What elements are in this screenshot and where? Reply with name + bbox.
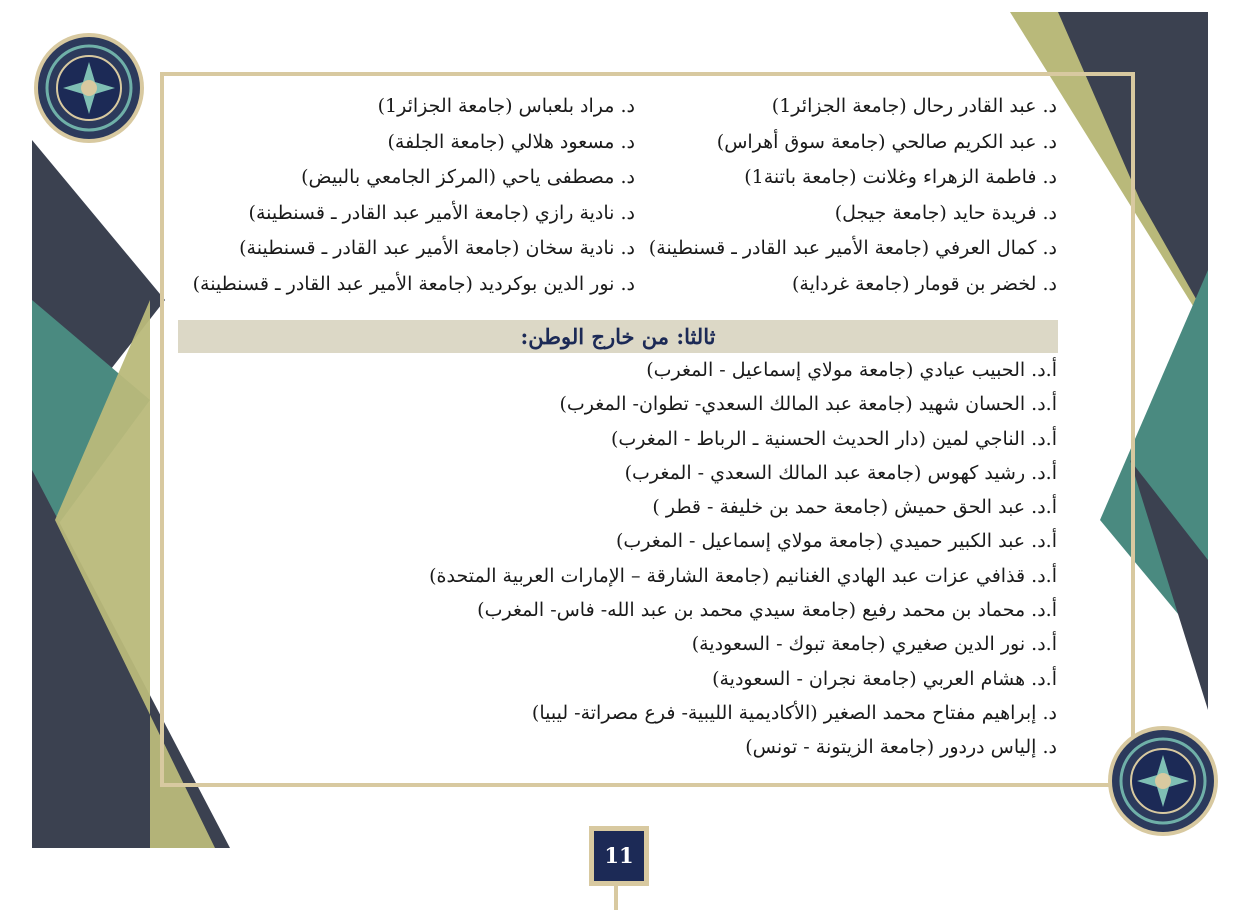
member-entry: أ.د. قذافي عزات عبد الهادي الغنانيم (جامعة الشارقة – الإمارات العربية المتحدة) <box>429 564 1057 587</box>
member-entry: د. فريدة حايد (جامعة جيجل) <box>834 201 1057 224</box>
member-entry: د. مسعود هلالي (جامعة الجلفة) <box>387 130 635 153</box>
member-entry: د. إبراهيم مفتاح محمد الصغير (الأكاديمية الليبية- فرع مصراتة- ليبيا) <box>531 701 1057 724</box>
member-entry: أ.د. رشيد كهوس (جامعة عبد المالك السعدي - المغرب) <box>624 461 1057 484</box>
member-entry: أ.د. عبد الكبير حميدي (جامعة مولاي إسماعيل - المغرب) <box>615 530 1057 553</box>
member-entry: د. مصطفى ياحي (المركز الجامعي بالبيض) <box>301 166 635 188</box>
member-entry: أ.د. نور الدين صغيري (جامعة تبوك - السعودية) <box>691 633 1057 656</box>
member-entry: د. نور الدين بوكرديد (جامعة الأمير عبد القادر ـ قسنطينة) <box>192 272 635 295</box>
ornament-medallion-icon <box>33 32 145 144</box>
page-number-stem <box>614 886 618 910</box>
member-entry: د. عبد الكريم صالحي (جامعة سوق أهراس) <box>716 130 1057 153</box>
domestic-members-left-column <box>192 89 635 302</box>
member-entry: د. مراد بلعباس (جامعة الجزائر1) <box>377 95 635 117</box>
member-entry: أ.د. هشام العربي (جامعة نجران - السعودية) <box>712 667 1057 690</box>
member-entry: أ.د. محماد بن محمد رفيع (جامعة سيدي محمد بن عبد الله- فاس- المغرب) <box>477 599 1057 622</box>
member-entry: د. لخضر بن قومار (جامعة غرداية) <box>791 272 1057 295</box>
member-entry: د. كمال العرفي (جامعة الأمير عبد القادر ـ قسنطينة) <box>648 237 1057 259</box>
ornament-medallion-icon <box>1107 725 1219 837</box>
member-entry: أ.د. الحسان شهيد (جامعة عبد المالك السعدي- تطوان- المغرب) <box>559 393 1057 416</box>
member-entry: أ.د. الناجي لمين (دار الحديث الحسنية ـ الرباط - المغرب) <box>610 427 1057 450</box>
page-number: 11 <box>594 831 644 881</box>
abroad-members-list <box>429 353 1057 765</box>
domestic-members-right-column <box>648 89 1057 302</box>
member-entry: أ.د. عبد الحق حميش (جامعة حمد بن خليفة - قطر ) <box>652 496 1057 519</box>
member-entry: د. نادية رازي (جامعة الأمير عبد القادر ـ قسنطينة) <box>248 201 635 224</box>
member-entry: د. نادية سخان (جامعة الأمير عبد القادر ـ قسنطينة) <box>239 237 635 259</box>
member-entry: د. فاطمة الزهراء وغلانت (جامعة باتنة1) <box>744 166 1057 188</box>
member-entry: د. إلياس دردور (جامعة الزيتونة - تونس) <box>745 736 1057 759</box>
section-heading-abroad: ثالثا: من خارج الوطن: <box>178 320 1058 353</box>
page-number-badge <box>589 826 649 886</box>
member-entry: أ.د. الحبيب عيادي (جامعة مولاي إسماعيل - المغرب) <box>646 359 1057 381</box>
member-entry: د. عبد القادر رحال (جامعة الجزائر1) <box>771 95 1057 117</box>
